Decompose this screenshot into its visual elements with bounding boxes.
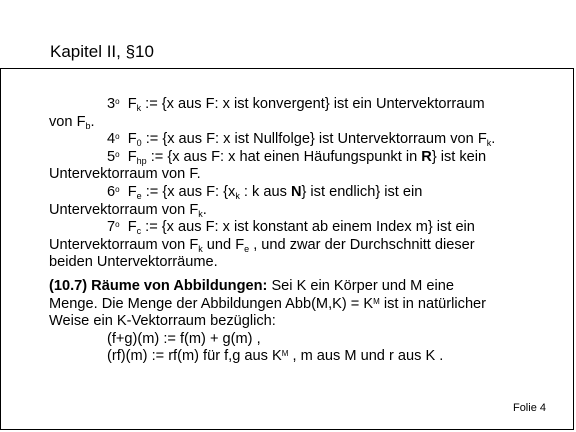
formula-2-text: (rf)(m) := rf(m) für f,g aus K [107, 348, 282, 365]
item-6-text: := {x aus F: {x [145, 183, 236, 200]
subscript-e: e [244, 243, 250, 254]
superscript-m: M [281, 349, 289, 359]
subscript-k: k [235, 190, 240, 201]
subscript-k: k [136, 103, 142, 113]
slide-number: Folie 4 [512, 402, 546, 414]
section-line-2-text: Menge. Die Menge der Abbildungen Abb(M,K) = K [49, 295, 374, 312]
item-7-text: := {x aus F: x ist konstant ab einem Index m} ist ein [145, 219, 475, 236]
section-10-7 [49, 278, 564, 296]
item-number: 3 [107, 96, 116, 112]
degree-mark: o [115, 149, 120, 159]
formula-2-end: , m aus M und r aus K . [288, 348, 444, 365]
item-3-cont: von $F_b$. [49, 113, 95, 131]
item-7 [49, 219, 564, 237]
item-7-cont-2: beiden Untervektorräume. [49, 254, 218, 271]
item-7-text-d: , und zwar der Durchschnitt dieser [253, 236, 475, 253]
item-6-text-b: : k aus [243, 183, 287, 200]
subscript-e: e [136, 190, 142, 201]
subscript-k: k [198, 208, 203, 219]
symbol-f: F [127, 131, 137, 148]
item-7-text-b: Untervektorraum von F [49, 236, 199, 253]
item-7-text-c: und F [206, 236, 245, 253]
degree-mark: o [115, 97, 120, 106]
symbol-f: F [127, 183, 137, 200]
item-5-text-b: } ist kein [431, 148, 487, 165]
subscript-k: k [198, 243, 203, 254]
item-number: 7 [107, 219, 116, 236]
item-number: 6 [107, 183, 116, 200]
degree-mark: o [115, 132, 120, 142]
section-line-3: Weise ein K-Vektorraum bezüglich: [49, 313, 276, 330]
superscript-m: M [373, 296, 380, 306]
item-6 [49, 184, 564, 202]
section-line-2-end: ist in natürlicher [379, 295, 487, 312]
item-number: 5 [107, 148, 116, 165]
item-6-text-d: Untervektorraum von F [49, 201, 199, 218]
item-6-cont: Untervektorraum von $F_k$. [49, 201, 207, 219]
item-6-text-c: } ist endlich} ist ein [301, 183, 423, 200]
item-7-cont [49, 237, 564, 255]
degree-mark: o [115, 184, 120, 194]
item-5 [49, 149, 564, 167]
symbol-f: F [127, 219, 137, 236]
formula-2 [49, 348, 564, 366]
item-5-text: := {x aus F: x hat einen Häufungspunkt in [150, 148, 418, 165]
item-number: 4 [107, 131, 116, 148]
item-4: 4$^o$ $F_0$ := {x aus F: x ist Nullfolge} ist Untervektorraum von $F_k$. [107, 131, 496, 149]
subscript-0: 0 [136, 138, 142, 149]
slide-content [49, 96, 564, 366]
item-3 [49, 96, 564, 114]
page-title: Kapitel II, §10 [50, 42, 154, 61]
item-4-text: := {x aus F: x ist Nullfolge} ist Untervektorraum von F [145, 131, 487, 148]
degree-mark: o [115, 220, 120, 230]
subscript-k: k [486, 138, 492, 149]
subscript-hp: hp [136, 155, 147, 166]
symbol-f: F [127, 148, 137, 165]
section-line-2 [49, 296, 564, 314]
item-5-cont: Untervektorraum von F. [49, 166, 201, 183]
section-heading: (10.7) Räume von Abbildungen: [49, 277, 268, 294]
formula-1: (f+g)(m) := f(m) + g(m) , [107, 330, 261, 347]
bold-r: R [421, 148, 432, 165]
item-3-text-cont: von F [49, 113, 86, 130]
item-3-text: := {x aus F: x ist konvergent} ist ein Untervektorraum [145, 96, 485, 112]
section-line-1: Sei K ein Körper und M eine [267, 277, 454, 294]
subscript-b: b [85, 120, 91, 131]
bold-n: N [290, 183, 302, 200]
subscript-c: c [136, 226, 142, 237]
symbol-f: F [127, 96, 137, 112]
